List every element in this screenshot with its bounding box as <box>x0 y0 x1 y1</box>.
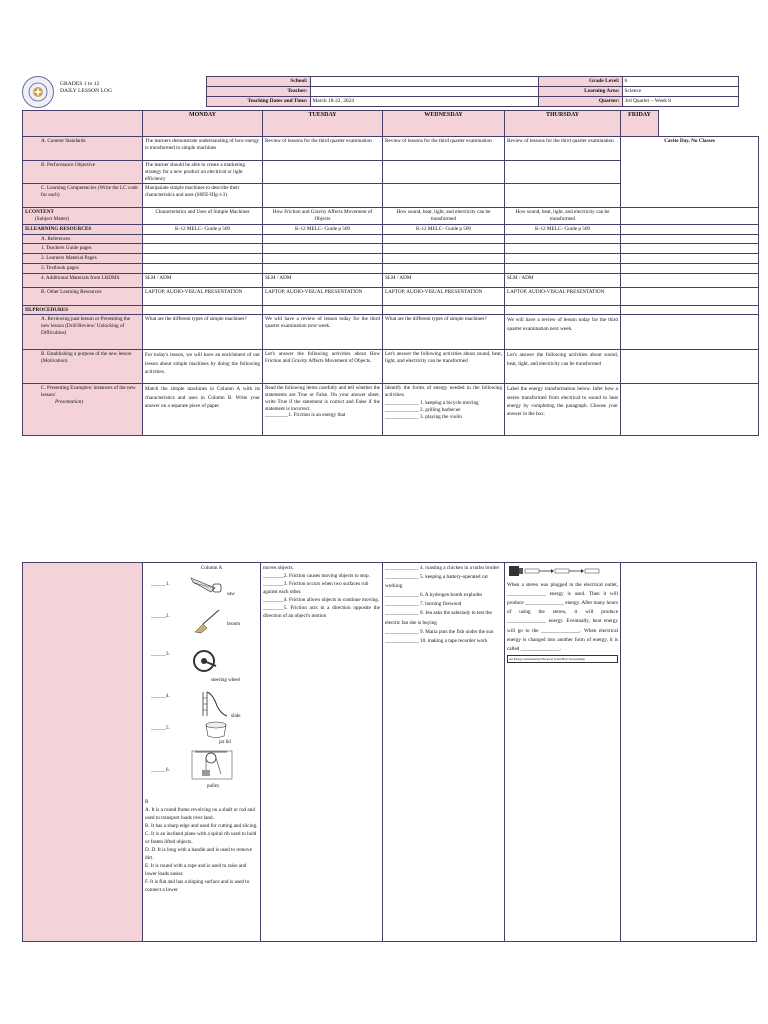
column-b-title: B <box>145 798 149 805</box>
title-line2: DAILY LESSON LOG <box>60 87 113 94</box>
presenting-label: C. Presenting Examples/ instances of the new lesson/ <box>41 385 136 398</box>
item-5-blank: ______5. <box>151 725 170 731</box>
item-6-name: pulley <box>207 783 220 789</box>
mon-content-standards: The learners demonstrate understanding of how energy is transformed in simple machines <box>143 137 263 161</box>
row-label-procedures: III.PROCEDURES <box>23 305 143 315</box>
tue-reviewing: We will have a review of lesson today for the third quarter examination next week. <box>263 315 383 350</box>
wed-content: How sound, heat, light, and electricity can be transformed <box>383 208 505 225</box>
p2-monday-cell <box>143 563 261 942</box>
wed-item-10: _____________ 10. making a tape recorder work <box>385 637 488 644</box>
column-b-e: E. It is round with a rope and is used to raise and lower loads easier. <box>145 863 247 878</box>
thu-reviewing: We will have a review of lesson today for the third quarter examination next week. <box>505 315 621 350</box>
thu-content: How sound, heat, light, and electricity can be transformed <box>505 208 621 225</box>
item-2-blank: ______2. <box>151 613 170 619</box>
steering-wheel-icon <box>191 648 217 674</box>
content-sub: (Subject Matter) <box>35 216 70 222</box>
thu-content-standards: Review of lessons for the third quarter examination <box>505 137 621 161</box>
dates-value[interactable]: March 18-22, 2024 <box>310 97 538 107</box>
thu-word-box: Air Energy transformation Electrical Sound Heat Surroundings <box>507 655 618 664</box>
row-label-presenting <box>23 384 143 436</box>
wed-other: LAPTOP, AUDIO-VISUAL PRESENTATION <box>383 287 505 305</box>
tue-resources: K-12 MELC- Guide p 509 <box>263 224 383 234</box>
tue-item-3: ________3. Friction occurs when two surfaces rub against each other. <box>263 581 369 596</box>
wed-item-3: _____________ 3. playing the violin <box>385 413 462 420</box>
row-label-additional: 4. Additional Materials from LRDMS <box>23 273 143 287</box>
day-friday: FRIDAY <box>621 111 659 137</box>
quarter-value[interactable]: 3rd Quarter – Week 8 <box>622 97 738 107</box>
item-4-name: slide <box>231 713 241 719</box>
row-label-performance: B. Performance Objective <box>23 161 143 184</box>
procedures-table <box>22 136 759 436</box>
thu-resources: K-12 MELC- Guide p 509 <box>505 224 621 234</box>
tue-item-4: ________4. Friction allows objects to continue moving. <box>263 597 380 604</box>
area-label: Learning Area: <box>538 87 622 97</box>
wed-resources: K-12 MELC- Guide p 509 <box>383 224 505 234</box>
tue-item-5: ________5. Friction acts in a direction opposite the direction of an object's motion <box>263 605 380 620</box>
tue-item-2: ________2. Friction causes moving objects to stop. <box>263 573 370 580</box>
school-label: School: <box>206 77 310 87</box>
wed-item-7: _____________ 7. burning firewood <box>385 601 462 608</box>
item-pulley <box>145 750 258 794</box>
wed-presenting <box>383 384 505 436</box>
wed-additional: SLM / ADM <box>383 273 505 287</box>
wed-item-4: _____________ 4. roasting a chicken in a turbo broiler <box>385 565 500 571</box>
grade-value[interactable]: 6 <box>622 77 738 87</box>
quarter-label: Quarter: <box>538 97 622 107</box>
thu-other: LAPTOP, AUDIO-VISUAL PRESENTATION <box>505 287 621 305</box>
item-2-name: broom <box>227 621 241 627</box>
day-wednesday: WEDNESDAY <box>383 111 505 137</box>
presenting-label2: Presentation) <box>55 398 84 405</box>
row-label-resources: II.LEARNING RESOURCES <box>23 224 143 234</box>
p2-tuesday-cell <box>261 563 383 942</box>
wed-item-1: _____________ 1. keeping a bicycle moving <box>385 399 479 406</box>
energy-transformation-diagram <box>507 564 615 578</box>
thu-paragraph: When a stereo was plugged in the electrical outlet, _______________ energy is used. Then it will produce _______________ energy. After many hours of using the stereo, it will produce _______________ energy. Eventually, heat energy will go to the _______________. When electrical energy is changed into another form of energy, it is called _______________. <box>507 582 618 652</box>
item-1-name: saw <box>227 591 235 597</box>
item-slide <box>145 690 258 724</box>
row-label-tg: 1. Teachers Guide pages <box>23 244 143 254</box>
area-value[interactable]: Science <box>622 87 738 97</box>
item-3-blank: ______3. <box>151 651 170 657</box>
mon-presenting: Match the simple machines in Column A with its characteristics and uses in Column B. Write your answer on a separate piece of paper. <box>143 384 263 436</box>
tue-presenting <box>263 384 383 436</box>
tue-presenting-text: Read the following items carefully and tell whether the statements are True or False. On your answer sheet, write True if the statement is correct and False if the statement is incorrect. <box>265 385 380 412</box>
row-label-other: B. Other Learning Resources <box>23 287 143 305</box>
p2-thursday-cell <box>505 563 621 942</box>
p2-friday-cell <box>621 563 757 942</box>
day-tuesday: TUESDAY <box>263 111 383 137</box>
mon-reviewing: What are the different types of simple machines? <box>143 315 263 350</box>
lesson-log-table <box>22 110 659 137</box>
title-line1: GRADES 1 to 12 <box>60 80 100 87</box>
column-a-title: Column A <box>200 565 223 571</box>
wed-purpose: Let's answer the following activities about sound, heat, light, and electricity can be transformed <box>383 350 505 384</box>
continuation-table <box>22 562 757 942</box>
column-b-c: C. It is an inclined plane with a spiral rib used to hold or fasten lifted objects. <box>145 831 257 846</box>
tue-presenting-item1: _________1. Friction is an energy that <box>265 412 346 419</box>
mon-purpose: For today's lesson, we will have an enrichment of our lesson about simple machines by doing the following activities. <box>143 350 263 384</box>
row-label-content-standards: A. Content Standards <box>23 137 143 161</box>
row-label-lm: 2. Learners Material Pages <box>23 254 143 264</box>
friday-note: Cavite Day, No Classes <box>621 137 759 208</box>
header-table <box>20 76 739 107</box>
jar-lid-icon <box>203 720 229 740</box>
wed-content-standards: Review of lessons for the third quarter examination <box>383 137 505 161</box>
column-b <box>145 798 258 895</box>
item-broom <box>145 608 258 648</box>
teacher-value[interactable] <box>310 87 538 97</box>
p2-label-cell <box>23 563 143 942</box>
item-5-name: jar lid <box>219 739 231 745</box>
day-monday: MONDAY <box>143 111 263 137</box>
tue-purpose: Let's answer the following activities about How Friction and Gravity Affects Movement of Objects. <box>263 350 383 384</box>
item-jar-lid <box>145 724 258 750</box>
tue-other: LAPTOP, AUDIO-VISUAL PRESENTATION <box>263 287 383 305</box>
mon-performance: The learner should be able to create a marketing strategy for a new product on electrical or light efficiency <box>143 161 263 184</box>
row-label-content <box>23 208 143 225</box>
teacher-label: Teacher: <box>206 87 310 97</box>
row-label-purpose: B. Establishing a purpose of the new lesson (Motivation) <box>23 350 143 384</box>
mon-resources: K-12 MELC- Guide p 509 <box>143 224 263 234</box>
corner-cell <box>23 111 143 137</box>
day-thursday: THURSDAY <box>505 111 621 137</box>
school-value[interactable] <box>310 77 538 87</box>
pulley-icon <box>191 750 233 780</box>
slide-icon <box>199 688 229 718</box>
mon-content: Characteristics and Uses of Simple Machines <box>143 208 263 225</box>
row-label-tb: 3. Textbook pages <box>23 263 143 273</box>
wed-item-2: _____________ 2. grilling barbecue <box>385 407 461 414</box>
wed-item-9: _____________ 9. Maria puts the fish under the sun <box>385 628 494 635</box>
column-b-d: D. D. It is long with a handle and is used to remove dirt. <box>145 847 252 862</box>
item-1-blank: ______1. <box>151 581 170 587</box>
content-label: I.CONTENT <box>25 209 54 216</box>
item-saw <box>145 572 258 608</box>
doc-title <box>20 77 206 107</box>
tue-additional: SLM / ADM <box>263 273 383 287</box>
row-label-references: A. References <box>23 234 143 244</box>
thu-presenting: Label the energy transformation below. Infer how a stereo transformed from electrical to sound to heat energy by completing the paragraph. Choose your answer in the box. <box>505 384 621 436</box>
p2-wednesday-cell <box>383 563 505 942</box>
row-label-reviewing: A. Reviewing past lesson or Presenting the new lesson (Drill/Review/ Unlocking of Difficulties) <box>23 315 143 350</box>
column-b-f: F. It is flat and has a sloping surface and is used to connect a lower <box>145 879 250 894</box>
tue-content: How Friction and Gravity Affects Movement of Objects <box>263 208 383 225</box>
mon-other: LAPTOP, AUDIO-VISUAL PRESENTATION <box>143 287 263 305</box>
mon-additional: SLM / ADM <box>143 273 263 287</box>
wed-item-6: _____________ 6. A hydrogen bomb explodes <box>385 592 483 599</box>
tue-content-standards: Review of lessons for the third quarter examination <box>263 137 383 161</box>
grade-label: Grade Level: <box>538 77 622 87</box>
item-4-blank: ______4. <box>151 693 170 699</box>
thu-purpose: Let's answer the following activities about sound, heat, light, and electricity can be transformed <box>505 350 621 384</box>
wed-reviewing: What are the different types of simple machines? <box>383 315 505 350</box>
saw-icon <box>189 574 223 594</box>
wed-item-5: _____________ 5. keeping a battery-operated car working <box>385 574 489 590</box>
item-3-name: steering wheel <box>211 677 241 683</box>
column-b-b: B. It has a sharp edge and used for cutting and slicing. <box>145 822 258 829</box>
tue-cont-0: moves objects. <box>263 565 294 571</box>
wed-presenting-text: Identify the forms of energy needed in the following activities. <box>385 385 502 398</box>
item-6-blank: ______6. <box>151 767 170 773</box>
row-label-competencies: C. Learning Competencies (Write the LC code for each) <box>23 184 143 208</box>
dates-label: Teaching Dates and Time: <box>206 97 310 107</box>
column-b-a: A. It is a round frame revolving on a shaft or rod and used to transport loads over land. <box>145 806 255 821</box>
broom-icon <box>193 608 223 634</box>
item-steering-wheel <box>145 648 258 690</box>
mon-competencies: Manipulate simple machines to describe their characteristics and uses (S6FE-IIIg-i-3) <box>143 184 263 208</box>
thu-additional: SLM / ADM <box>505 273 621 287</box>
wed-item-8: _____________ 8. Jen asks the saleslady to test the electric fan she is buying <box>385 610 492 626</box>
